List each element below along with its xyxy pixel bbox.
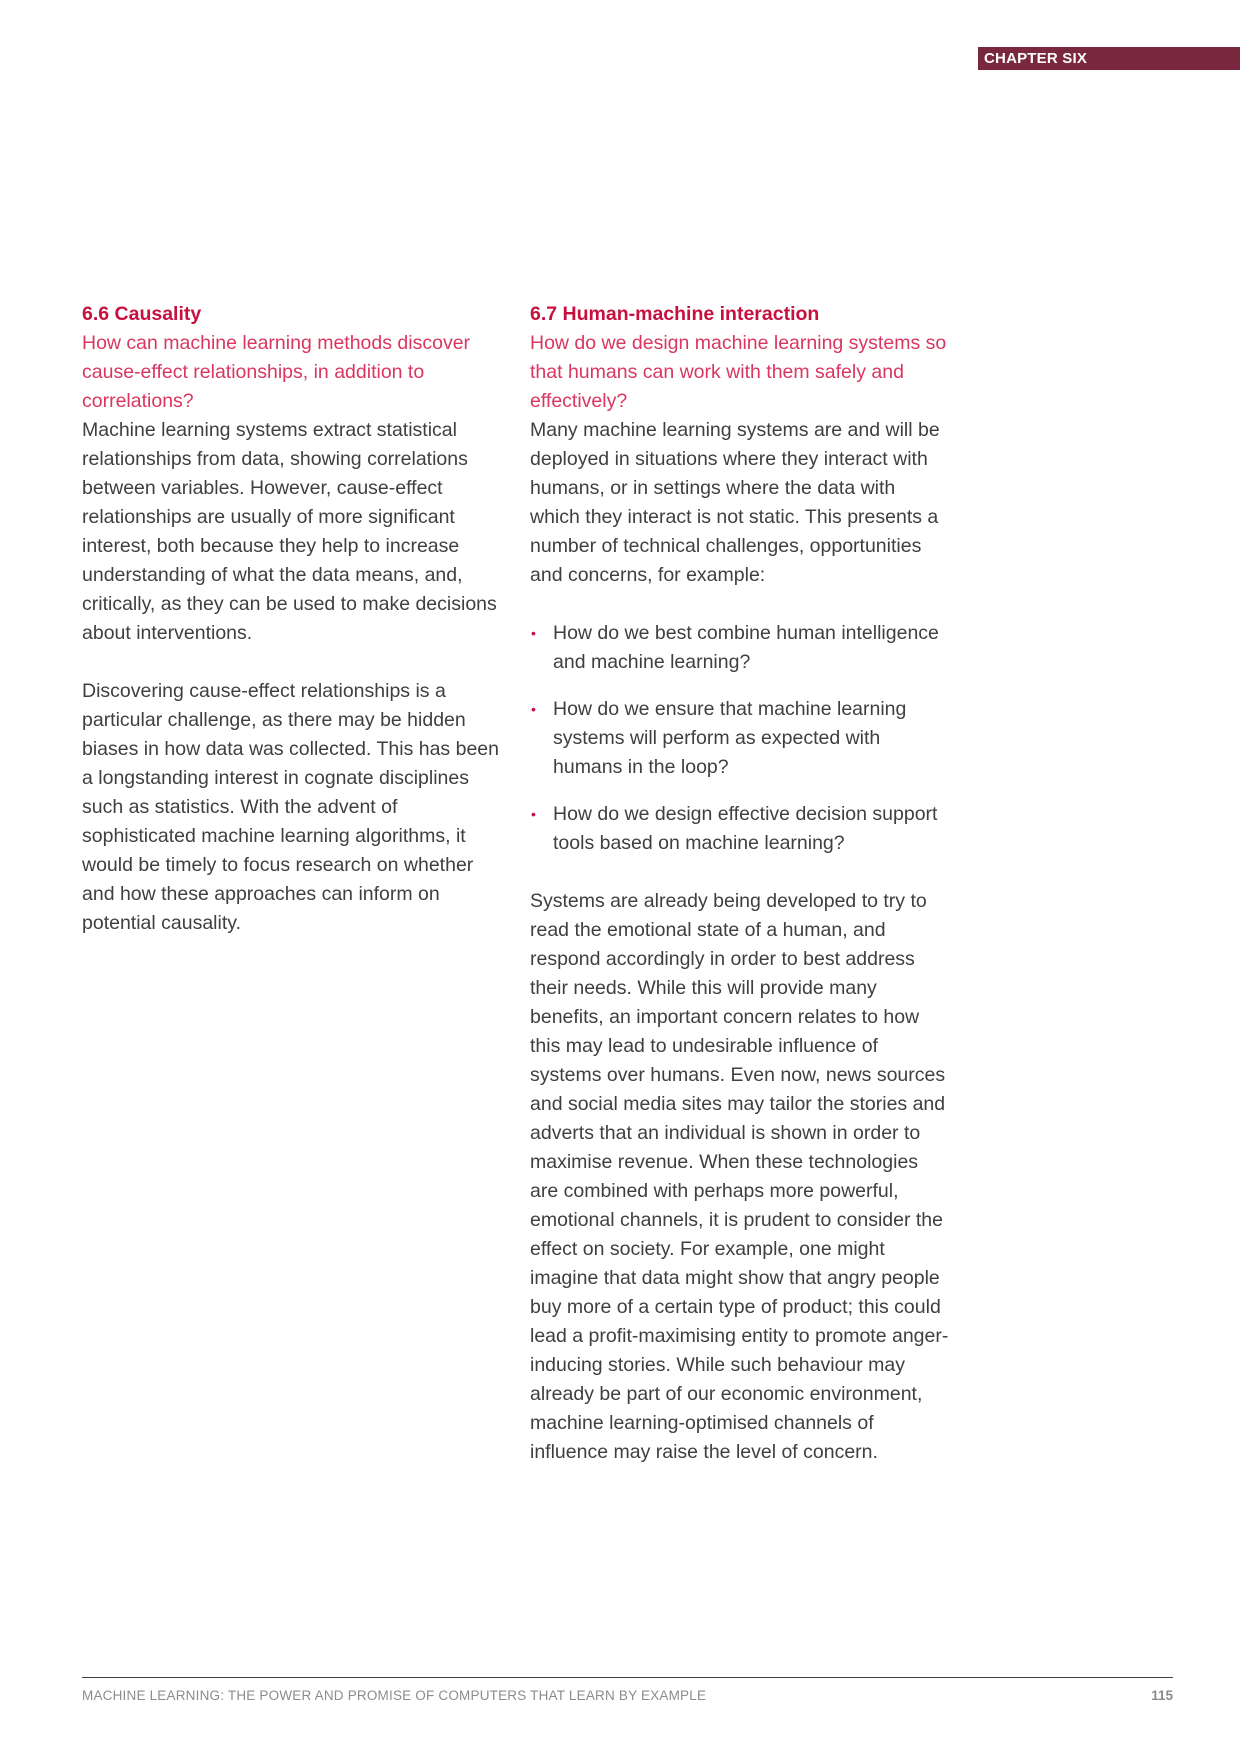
body-paragraph: Discovering cause-effect relationships is a particular challenge, as there may be hidden biases in how data was collected. This has been a longstanding interest in cognate disciplines such as statistics. With the advent of sophisticated machine learning algorithms, it would be timely to focus research on whether and how these approaches can inform on potential causality. <box>82 680 499 934</box>
page-number: 115 <box>1151 1688 1173 1703</box>
section-heading: 6.7 Human-machine interaction <box>530 303 820 325</box>
list-item <box>530 695 950 782</box>
list-item <box>530 800 950 858</box>
list-item <box>530 619 950 677</box>
section-heading: 6.6 Causality <box>82 303 202 325</box>
section-question: How do we design machine learning systems so that humans can work with them safely and effectively? <box>530 332 947 412</box>
bullet-icon: • <box>531 806 536 822</box>
footer-title: MACHINE LEARNING: THE POWER AND PROMISE OF COMPUTERS THAT LEARN BY EXAMPLE <box>82 1688 707 1703</box>
section-question: How can machine learning methods discover cause-effect relationships, in addition to correlations? <box>82 332 471 412</box>
footer-divider <box>82 1677 1173 1678</box>
list-item-text: How do we design effective decision support tools based on machine learning? <box>553 803 938 854</box>
bullet-icon: • <box>531 701 536 717</box>
body-paragraph: Machine learning systems extract statistical relationships from data, showing correlations between variables. However, cause-effect relationships are usually of more significant interest, both because they help to increase understanding of what the data means, and, critically, as they can be used to make decisions about interventions. <box>82 419 497 644</box>
chapter-label: CHAPTER SIX <box>978 47 1240 70</box>
intro-paragraph: Many machine learning systems are and will be deployed in situations where they interact with humans, or in settings where the data with which they interact is not static. This presents a number of technical challenges, opportunities and concerns, for example: <box>530 419 940 586</box>
body-paragraph: Systems are already being developed to try to read the emotional state of a human, and respond accordingly in order to best address their needs. While this will provide many benefits, an important concern relates to how this may lead to undesirable influence of systems over humans. Even now, news sources and social media sites may tailor the stories and adverts that an individual is shown in order to maximise revenue. When these technologies are combined with perhaps more powerful, emotional channels, it is prudent to consider the effect on society. For example, one might imagine that data might show that angry people buy more of a certain type of product; this could lead a profit-maximising entity to promote anger-inducing stories. While such behaviour may already be part of our economic environment, machine learning-optimised channels of influence may raise the level of concern. <box>530 890 949 1463</box>
section-human-machine-interaction <box>530 300 950 1467</box>
list-item-text: How do we ensure that machine learning systems will perform as expected with humans in the loop? <box>553 698 907 778</box>
list-item-text: How do we best combine human intelligence and machine learning? <box>553 622 939 673</box>
question-list <box>530 619 950 858</box>
section-causality <box>82 300 502 938</box>
bullet-icon: • <box>531 625 536 641</box>
